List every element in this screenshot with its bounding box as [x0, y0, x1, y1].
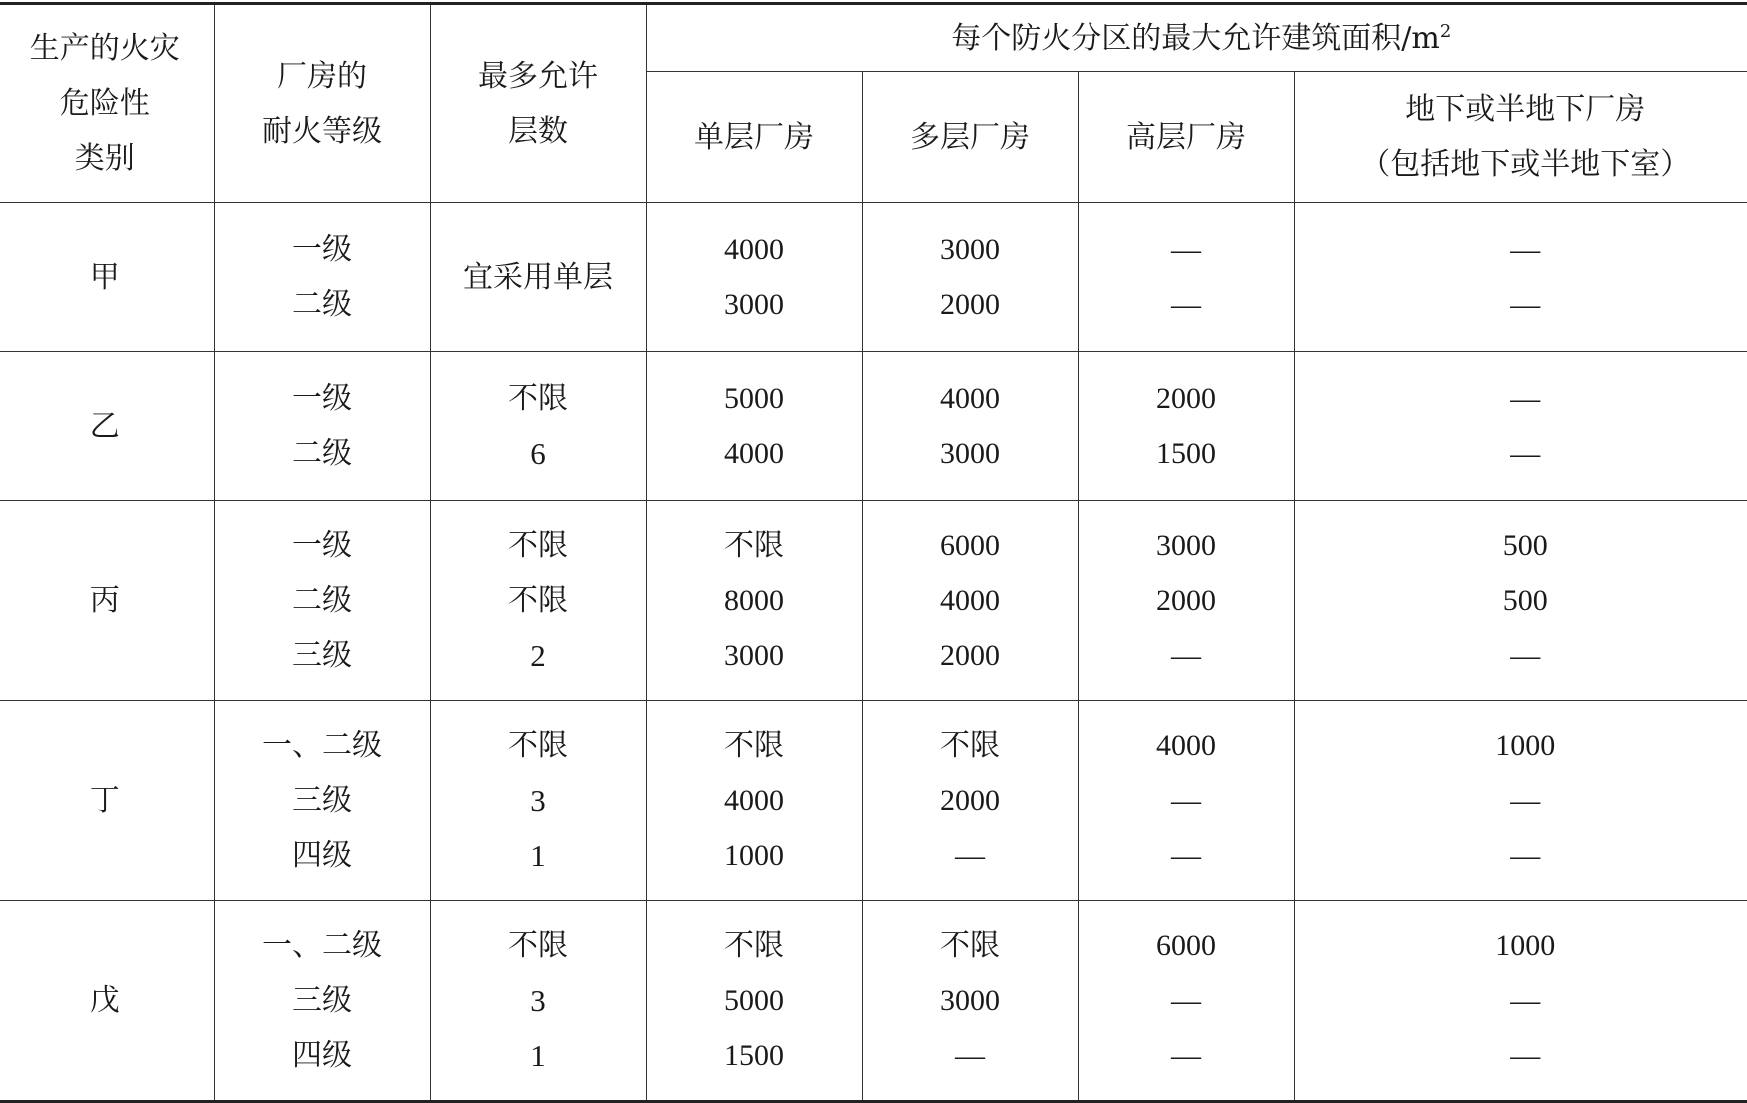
multi-storey-cell: 4000 3000	[862, 352, 1078, 501]
header-multi-storey: 多层厂房	[862, 72, 1078, 203]
header-hazard-category: 生产的火灾 危险性 类别	[0, 4, 214, 203]
hazard-category-cell: 甲	[0, 203, 214, 352]
header-area-group: 每个防火分区的最大允许建筑面积$/m^2$	[646, 4, 1747, 72]
multi-storey-cell: 3000 2000	[862, 203, 1078, 352]
single-storey-cell: 4000 3000	[646, 203, 862, 352]
table-header	[0, 4, 1747, 203]
fire-rating-cell: 一、二级 三级 四级	[214, 901, 430, 1102]
multi-storey-cell: 不限 2000 —	[862, 701, 1078, 901]
high-rise-cell: — —	[1078, 203, 1294, 352]
header-high-rise: 高层厂房	[1078, 72, 1294, 203]
single-storey-cell: 5000 4000	[646, 352, 862, 501]
header-single-storey: 单层厂房	[646, 72, 862, 203]
hazard-category-cell: 乙	[0, 352, 214, 501]
high-rise-cell: 4000 — —	[1078, 701, 1294, 901]
hazard-category-cell: 丙	[0, 501, 214, 701]
underground-cell: — —	[1294, 352, 1747, 501]
table-row	[0, 701, 1747, 901]
single-storey-cell: 不限 4000 1000	[646, 701, 862, 901]
header-max-floors: 最多允许 层数	[430, 4, 646, 203]
multi-storey-cell: 不限 3000 —	[862, 901, 1078, 1102]
table-row	[0, 203, 1747, 352]
underground-cell: 500 500 —	[1294, 501, 1747, 701]
table-row	[0, 501, 1747, 701]
max-floors-cell: 不限 6	[430, 352, 646, 501]
high-rise-cell: 3000 2000 —	[1078, 501, 1294, 701]
table-row	[0, 901, 1747, 1102]
high-rise-cell: 2000 1500	[1078, 352, 1294, 501]
fire-rating-cell: 一级 二级 三级	[214, 501, 430, 701]
fire-rating-cell: 一级 二级	[214, 352, 430, 501]
hazard-category-cell: 丁	[0, 701, 214, 901]
hazard-category-cell: 戊	[0, 901, 214, 1102]
underground-cell: — —	[1294, 203, 1747, 352]
high-rise-cell: 6000 — —	[1078, 901, 1294, 1102]
single-storey-cell: 不限 5000 1500	[646, 901, 862, 1102]
fire-compartment-table	[0, 2, 1747, 1103]
max-floors-cell: 不限 3 1	[430, 701, 646, 901]
table-body	[0, 203, 1747, 1102]
underground-cell: 1000 — —	[1294, 701, 1747, 901]
header-underground: 地下或半地下厂房 （包括地下或半地下室）	[1294, 72, 1747, 203]
single-storey-cell: 不限 8000 3000	[646, 501, 862, 701]
fire-rating-cell: 一、二级 三级 四级	[214, 701, 430, 901]
underground-cell: 1000 — —	[1294, 901, 1747, 1102]
multi-storey-cell: 6000 4000 2000	[862, 501, 1078, 701]
max-floors-cell: 不限 3 1	[430, 901, 646, 1102]
fire-rating-cell: 一级 二级	[214, 203, 430, 352]
max-floors-cell: 不限 不限 2	[430, 501, 646, 701]
max-floors-cell: 宜采用单层	[430, 203, 646, 352]
table-row	[0, 352, 1747, 501]
header-fire-rating: 厂房的 耐火等级	[214, 4, 430, 203]
